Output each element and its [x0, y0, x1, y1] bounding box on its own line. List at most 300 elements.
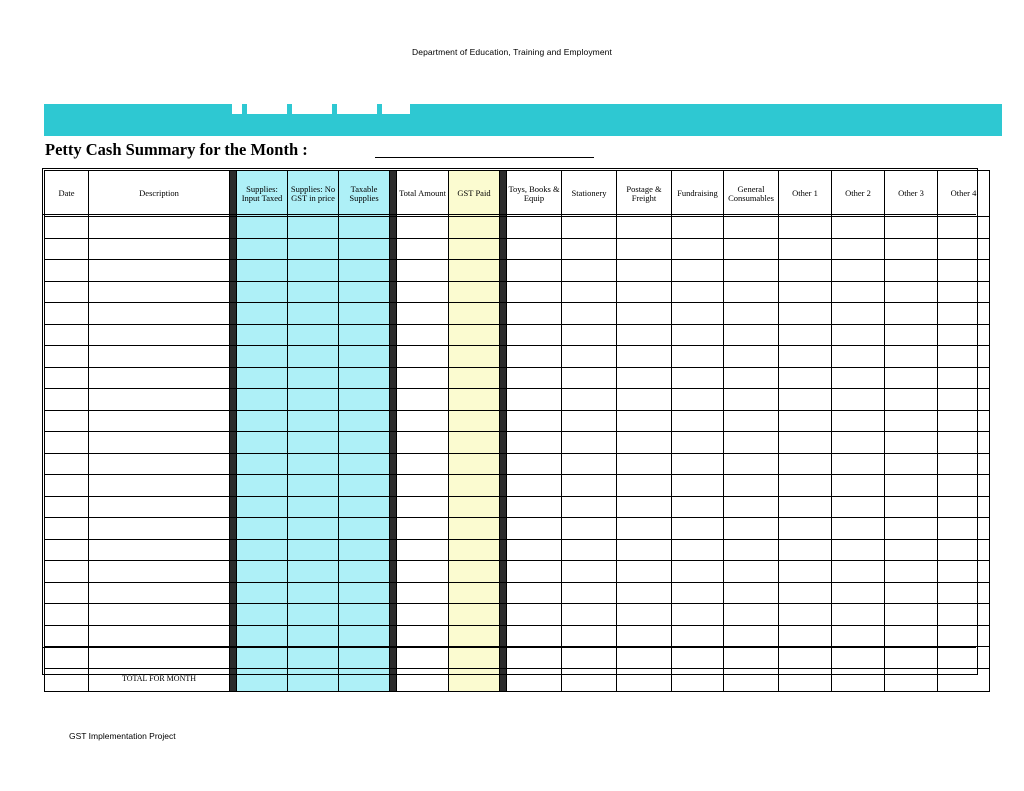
cell-fundraising[interactable] [672, 475, 724, 497]
cell-gst-paid[interactable] [449, 647, 500, 669]
cell-other-4[interactable] [938, 453, 990, 475]
cell-supplies-no-gst[interactable] [288, 367, 339, 389]
cell-toys-books-equip[interactable] [507, 367, 562, 389]
cell-total-amount[interactable] [397, 561, 449, 583]
cell-date[interactable] [45, 453, 89, 475]
cell-taxable-supplies[interactable] [339, 518, 390, 540]
cell-other-2[interactable] [832, 518, 885, 540]
cell-taxable-supplies[interactable] [339, 453, 390, 475]
cell-other-4[interactable] [938, 539, 990, 561]
cell-taxable-supplies[interactable] [339, 238, 390, 260]
cell-supplies-no-gst[interactable] [288, 432, 339, 454]
cell-description[interactable] [89, 475, 230, 497]
cell-postage-freight[interactable] [617, 496, 672, 518]
cell-other-2[interactable] [832, 561, 885, 583]
cell-general-consumables[interactable] [724, 647, 779, 669]
cell-toys-books-equip[interactable] [507, 453, 562, 475]
cell-date[interactable] [45, 604, 89, 626]
cell-postage-freight[interactable] [617, 518, 672, 540]
cell-general-consumables[interactable] [724, 238, 779, 260]
cell-date[interactable] [45, 668, 89, 691]
cell-other-3[interactable] [885, 647, 938, 669]
cell-supplies-no-gst[interactable] [288, 217, 339, 239]
cell-supplies-no-gst[interactable] [288, 604, 339, 626]
cell-general-consumables[interactable] [724, 475, 779, 497]
cell-gst-paid[interactable] [449, 561, 500, 583]
cell-date[interactable] [45, 496, 89, 518]
cell-other-1[interactable] [779, 453, 832, 475]
cell-postage-freight[interactable] [617, 475, 672, 497]
cell-total-amount[interactable] [397, 217, 449, 239]
cell-toys-books-equip[interactable] [507, 410, 562, 432]
cell-stationery[interactable] [562, 475, 617, 497]
cell-fundraising[interactable] [672, 496, 724, 518]
cell-other-2[interactable] [832, 668, 885, 691]
cell-date[interactable] [45, 432, 89, 454]
cell-other-1[interactable] [779, 217, 832, 239]
cell-supplies-input-taxed[interactable] [237, 260, 288, 282]
cell-date[interactable] [45, 475, 89, 497]
cell-date[interactable] [45, 238, 89, 260]
cell-description[interactable] [89, 410, 230, 432]
cell-other-3[interactable] [885, 582, 938, 604]
cell-gst-paid[interactable] [449, 260, 500, 282]
cell-other-2[interactable] [832, 324, 885, 346]
cell-total-amount[interactable] [397, 432, 449, 454]
cell-other-1[interactable] [779, 647, 832, 669]
cell-total-amount[interactable] [397, 303, 449, 325]
cell-other-4[interactable] [938, 260, 990, 282]
cell-other-3[interactable] [885, 217, 938, 239]
cell-fundraising[interactable] [672, 410, 724, 432]
cell-supplies-no-gst[interactable] [288, 389, 339, 411]
cell-supplies-no-gst[interactable] [288, 324, 339, 346]
cell-total-amount[interactable] [397, 582, 449, 604]
cell-toys-books-equip[interactable] [507, 260, 562, 282]
cell-fundraising[interactable] [672, 260, 724, 282]
cell-fundraising[interactable] [672, 539, 724, 561]
cell-postage-freight[interactable] [617, 539, 672, 561]
cell-postage-freight[interactable] [617, 324, 672, 346]
cell-supplies-no-gst[interactable] [288, 668, 339, 691]
cell-fundraising[interactable] [672, 346, 724, 368]
cell-supplies-no-gst[interactable] [288, 582, 339, 604]
cell-stationery[interactable] [562, 582, 617, 604]
cell-stationery[interactable] [562, 281, 617, 303]
cell-stationery[interactable] [562, 346, 617, 368]
cell-other-2[interactable] [832, 281, 885, 303]
cell-other-4[interactable] [938, 367, 990, 389]
cell-fundraising[interactable] [672, 432, 724, 454]
cell-total-amount[interactable] [397, 260, 449, 282]
cell-description[interactable] [89, 432, 230, 454]
cell-postage-freight[interactable] [617, 453, 672, 475]
cell-general-consumables[interactable] [724, 367, 779, 389]
cell-other-3[interactable] [885, 625, 938, 647]
cell-fundraising[interactable] [672, 647, 724, 669]
cell-taxable-supplies[interactable] [339, 217, 390, 239]
cell-total-amount[interactable] [397, 346, 449, 368]
cell-other-3[interactable] [885, 367, 938, 389]
cell-description[interactable] [89, 453, 230, 475]
cell-toys-books-equip[interactable] [507, 647, 562, 669]
cell-total-amount[interactable] [397, 453, 449, 475]
cell-postage-freight[interactable] [617, 238, 672, 260]
cell-taxable-supplies[interactable] [339, 668, 390, 691]
cell-toys-books-equip[interactable] [507, 561, 562, 583]
cell-gst-paid[interactable] [449, 582, 500, 604]
cell-total-amount[interactable] [397, 625, 449, 647]
cell-taxable-supplies[interactable] [339, 432, 390, 454]
cell-other-4[interactable] [938, 561, 990, 583]
cell-date[interactable] [45, 647, 89, 669]
cell-gst-paid[interactable] [449, 238, 500, 260]
cell-total-amount[interactable] [397, 389, 449, 411]
cell-other-4[interactable] [938, 647, 990, 669]
cell-other-3[interactable] [885, 453, 938, 475]
cell-supplies-no-gst[interactable] [288, 518, 339, 540]
cell-toys-books-equip[interactable] [507, 303, 562, 325]
cell-date[interactable] [45, 367, 89, 389]
cell-total-amount[interactable] [397, 475, 449, 497]
cell-other-2[interactable] [832, 582, 885, 604]
cell-toys-books-equip[interactable] [507, 389, 562, 411]
cell-other-1[interactable] [779, 410, 832, 432]
cell-supplies-no-gst[interactable] [288, 281, 339, 303]
cell-other-2[interactable] [832, 346, 885, 368]
cell-other-3[interactable] [885, 539, 938, 561]
cell-date[interactable] [45, 217, 89, 239]
cell-postage-freight[interactable] [617, 367, 672, 389]
cell-general-consumables[interactable] [724, 281, 779, 303]
cell-other-1[interactable] [779, 324, 832, 346]
cell-description[interactable] [89, 260, 230, 282]
cell-postage-freight[interactable] [617, 604, 672, 626]
cell-supplies-input-taxed[interactable] [237, 217, 288, 239]
cell-taxable-supplies[interactable] [339, 303, 390, 325]
cell-description[interactable] [89, 367, 230, 389]
cell-gst-paid[interactable] [449, 604, 500, 626]
cell-total-amount[interactable] [397, 324, 449, 346]
cell-general-consumables[interactable] [724, 324, 779, 346]
cell-supplies-input-taxed[interactable] [237, 410, 288, 432]
cell-description[interactable] [89, 496, 230, 518]
cell-toys-books-equip[interactable] [507, 582, 562, 604]
cell-other-3[interactable] [885, 389, 938, 411]
cell-supplies-no-gst[interactable] [288, 625, 339, 647]
cell-fundraising[interactable] [672, 582, 724, 604]
cell-postage-freight[interactable] [617, 625, 672, 647]
cell-date[interactable] [45, 582, 89, 604]
cell-date[interactable] [45, 518, 89, 540]
cell-date[interactable] [45, 324, 89, 346]
cell-general-consumables[interactable] [724, 432, 779, 454]
cell-postage-freight[interactable] [617, 346, 672, 368]
cell-postage-freight[interactable] [617, 432, 672, 454]
cell-other-4[interactable] [938, 324, 990, 346]
cell-other-1[interactable] [779, 539, 832, 561]
cell-total-amount[interactable] [397, 518, 449, 540]
cell-other-2[interactable] [832, 217, 885, 239]
cell-general-consumables[interactable] [724, 582, 779, 604]
cell-date[interactable] [45, 281, 89, 303]
cell-taxable-supplies[interactable] [339, 475, 390, 497]
cell-stationery[interactable] [562, 518, 617, 540]
cell-taxable-supplies[interactable] [339, 281, 390, 303]
cell-other-2[interactable] [832, 539, 885, 561]
cell-postage-freight[interactable] [617, 410, 672, 432]
cell-stationery[interactable] [562, 604, 617, 626]
cell-other-3[interactable] [885, 432, 938, 454]
cell-stationery[interactable] [562, 561, 617, 583]
cell-toys-books-equip[interactable] [507, 217, 562, 239]
cell-toys-books-equip[interactable] [507, 281, 562, 303]
cell-stationery[interactable] [562, 453, 617, 475]
cell-supplies-input-taxed[interactable] [237, 453, 288, 475]
cell-other-2[interactable] [832, 453, 885, 475]
cell-other-2[interactable] [832, 389, 885, 411]
cell-description[interactable] [89, 625, 230, 647]
cell-toys-books-equip[interactable] [507, 518, 562, 540]
cell-general-consumables[interactable] [724, 410, 779, 432]
cell-other-4[interactable] [938, 518, 990, 540]
cell-toys-books-equip[interactable] [507, 539, 562, 561]
cell-postage-freight[interactable] [617, 260, 672, 282]
cell-description[interactable] [89, 303, 230, 325]
cell-taxable-supplies[interactable] [339, 561, 390, 583]
cell-stationery[interactable] [562, 668, 617, 691]
cell-postage-freight[interactable] [617, 647, 672, 669]
cell-other-2[interactable] [832, 303, 885, 325]
cell-supplies-no-gst[interactable] [288, 453, 339, 475]
cell-other-1[interactable] [779, 238, 832, 260]
cell-description[interactable] [89, 518, 230, 540]
cell-other-4[interactable] [938, 281, 990, 303]
cell-stationery[interactable] [562, 539, 617, 561]
cell-gst-paid[interactable] [449, 217, 500, 239]
cell-stationery[interactable] [562, 496, 617, 518]
cell-other-2[interactable] [832, 475, 885, 497]
cell-gst-paid[interactable] [449, 518, 500, 540]
cell-other-3[interactable] [885, 604, 938, 626]
cell-fundraising[interactable] [672, 238, 724, 260]
cell-description[interactable] [89, 346, 230, 368]
cell-toys-books-equip[interactable] [507, 324, 562, 346]
cell-other-3[interactable] [885, 561, 938, 583]
cell-other-1[interactable] [779, 260, 832, 282]
cell-general-consumables[interactable] [724, 496, 779, 518]
cell-other-4[interactable] [938, 668, 990, 691]
cell-description[interactable] [89, 604, 230, 626]
cell-supplies-no-gst[interactable] [288, 561, 339, 583]
cell-toys-books-equip[interactable] [507, 625, 562, 647]
cell-supplies-input-taxed[interactable] [237, 303, 288, 325]
cell-fundraising[interactable] [672, 281, 724, 303]
cell-fundraising[interactable] [672, 367, 724, 389]
cell-general-consumables[interactable] [724, 518, 779, 540]
cell-taxable-supplies[interactable] [339, 604, 390, 626]
cell-stationery[interactable] [562, 647, 617, 669]
cell-total-amount[interactable] [397, 668, 449, 691]
cell-other-3[interactable] [885, 475, 938, 497]
cell-general-consumables[interactable] [724, 389, 779, 411]
cell-supplies-input-taxed[interactable] [237, 561, 288, 583]
cell-supplies-no-gst[interactable] [288, 346, 339, 368]
cell-taxable-supplies[interactable] [339, 539, 390, 561]
cell-supplies-no-gst[interactable] [288, 496, 339, 518]
cell-description[interactable] [89, 281, 230, 303]
cell-toys-books-equip[interactable] [507, 432, 562, 454]
cell-gst-paid[interactable] [449, 453, 500, 475]
cell-other-3[interactable] [885, 238, 938, 260]
cell-stationery[interactable] [562, 324, 617, 346]
cell-description[interactable] [89, 324, 230, 346]
cell-gst-paid[interactable] [449, 346, 500, 368]
cell-other-4[interactable] [938, 410, 990, 432]
cell-supplies-input-taxed[interactable] [237, 238, 288, 260]
cell-supplies-input-taxed[interactable] [237, 496, 288, 518]
cell-general-consumables[interactable] [724, 625, 779, 647]
cell-toys-books-equip[interactable] [507, 668, 562, 691]
cell-stationery[interactable] [562, 217, 617, 239]
cell-gst-paid[interactable] [449, 432, 500, 454]
cell-fundraising[interactable] [672, 389, 724, 411]
cell-fundraising[interactable] [672, 668, 724, 691]
cell-other-1[interactable] [779, 281, 832, 303]
cell-stationery[interactable] [562, 389, 617, 411]
cell-stationery[interactable] [562, 432, 617, 454]
cell-other-1[interactable] [779, 582, 832, 604]
cell-other-2[interactable] [832, 260, 885, 282]
cell-other-2[interactable] [832, 410, 885, 432]
cell-other-4[interactable] [938, 432, 990, 454]
cell-supplies-input-taxed[interactable] [237, 367, 288, 389]
cell-date[interactable] [45, 346, 89, 368]
cell-general-consumables[interactable] [724, 539, 779, 561]
cell-supplies-input-taxed[interactable] [237, 324, 288, 346]
cell-date[interactable] [45, 539, 89, 561]
cell-stationery[interactable] [562, 238, 617, 260]
cell-general-consumables[interactable] [724, 260, 779, 282]
cell-fundraising[interactable] [672, 217, 724, 239]
cell-taxable-supplies[interactable] [339, 324, 390, 346]
cell-supplies-no-gst[interactable] [288, 475, 339, 497]
cell-other-3[interactable] [885, 303, 938, 325]
cell-date[interactable] [45, 625, 89, 647]
cell-gst-paid[interactable] [449, 303, 500, 325]
cell-postage-freight[interactable] [617, 389, 672, 411]
cell-taxable-supplies[interactable] [339, 410, 390, 432]
cell-gst-paid[interactable] [449, 389, 500, 411]
cell-gst-paid[interactable] [449, 625, 500, 647]
cell-other-4[interactable] [938, 303, 990, 325]
cell-supplies-input-taxed[interactable] [237, 582, 288, 604]
cell-gst-paid[interactable] [449, 496, 500, 518]
cell-other-2[interactable] [832, 496, 885, 518]
cell-other-4[interactable] [938, 625, 990, 647]
cell-gst-paid[interactable] [449, 539, 500, 561]
cell-other-3[interactable] [885, 324, 938, 346]
cell-other-2[interactable] [832, 432, 885, 454]
cell-other-1[interactable] [779, 561, 832, 583]
cell-fundraising[interactable] [672, 453, 724, 475]
cell-other-1[interactable] [779, 303, 832, 325]
cell-supplies-input-taxed[interactable] [237, 518, 288, 540]
cell-toys-books-equip[interactable] [507, 475, 562, 497]
cell-other-1[interactable] [779, 346, 832, 368]
cell-other-2[interactable] [832, 367, 885, 389]
cell-postage-freight[interactable] [617, 582, 672, 604]
cell-supplies-input-taxed[interactable] [237, 668, 288, 691]
cell-other-3[interactable] [885, 410, 938, 432]
cell-total-amount[interactable] [397, 647, 449, 669]
cell-toys-books-equip[interactable] [507, 496, 562, 518]
cell-total-amount[interactable] [397, 604, 449, 626]
cell-general-consumables[interactable] [724, 604, 779, 626]
cell-fundraising[interactable] [672, 303, 724, 325]
cell-gst-paid[interactable] [449, 668, 500, 691]
cell-supplies-input-taxed[interactable] [237, 625, 288, 647]
cell-fundraising[interactable] [672, 561, 724, 583]
cell-other-4[interactable] [938, 238, 990, 260]
cell-supplies-no-gst[interactable] [288, 303, 339, 325]
cell-general-consumables[interactable] [724, 346, 779, 368]
cell-other-4[interactable] [938, 496, 990, 518]
cell-description[interactable] [89, 582, 230, 604]
cell-stationery[interactable] [562, 260, 617, 282]
cell-description[interactable] [89, 561, 230, 583]
cell-gst-paid[interactable] [449, 367, 500, 389]
cell-total-amount[interactable] [397, 281, 449, 303]
cell-general-consumables[interactable] [724, 217, 779, 239]
cell-supplies-input-taxed[interactable] [237, 475, 288, 497]
cell-general-consumables[interactable] [724, 668, 779, 691]
cell-description[interactable] [89, 539, 230, 561]
cell-other-4[interactable] [938, 389, 990, 411]
cell-taxable-supplies[interactable] [339, 496, 390, 518]
cell-date[interactable] [45, 260, 89, 282]
cell-fundraising[interactable] [672, 518, 724, 540]
cell-total-amount[interactable] [397, 238, 449, 260]
cell-stationery[interactable] [562, 625, 617, 647]
cell-general-consumables[interactable] [724, 453, 779, 475]
cell-taxable-supplies[interactable] [339, 260, 390, 282]
cell-other-2[interactable] [832, 625, 885, 647]
cell-postage-freight[interactable] [617, 217, 672, 239]
cell-description[interactable] [89, 238, 230, 260]
cell-total-amount[interactable] [397, 367, 449, 389]
cell-other-2[interactable] [832, 647, 885, 669]
cell-taxable-supplies[interactable] [339, 346, 390, 368]
cell-supplies-input-taxed[interactable] [237, 346, 288, 368]
cell-supplies-no-gst[interactable] [288, 647, 339, 669]
cell-other-3[interactable] [885, 281, 938, 303]
cell-gst-paid[interactable] [449, 475, 500, 497]
cell-other-1[interactable] [779, 496, 832, 518]
cell-total-amount[interactable] [397, 410, 449, 432]
cell-supplies-input-taxed[interactable] [237, 281, 288, 303]
cell-fundraising[interactable] [672, 324, 724, 346]
cell-description[interactable] [89, 647, 230, 669]
cell-taxable-supplies[interactable] [339, 389, 390, 411]
cell-other-3[interactable] [885, 496, 938, 518]
cell-other-1[interactable] [779, 389, 832, 411]
cell-other-2[interactable] [832, 238, 885, 260]
cell-taxable-supplies[interactable] [339, 647, 390, 669]
cell-gst-paid[interactable] [449, 410, 500, 432]
cell-other-1[interactable] [779, 625, 832, 647]
cell-description[interactable] [89, 217, 230, 239]
